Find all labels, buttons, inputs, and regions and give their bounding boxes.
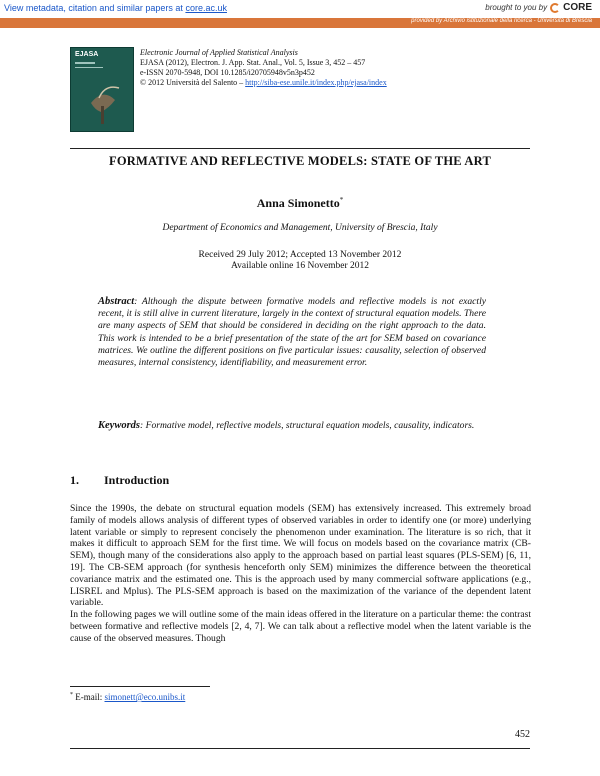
header-rule — [70, 148, 530, 149]
author-name: Anna Simonetto — [256, 196, 340, 210]
dates-block — [70, 250, 530, 272]
paragraph: In the following pages we will outline some of the main ideas offered in the literature on a particular theme: the contrast between formative and reflective models [2, 4, 7]. We can talk about a reflective model when the latent variable is the cause of the observed measures. Though — [70, 609, 531, 644]
body-text — [70, 503, 531, 645]
core-logo-icon — [550, 3, 560, 13]
paper-title: FORMATIVE AND REFLECTIVE MODELS: STATE OF THE ART — [109, 154, 491, 168]
keywords — [98, 420, 486, 432]
page-number: 452 — [515, 729, 530, 740]
keywords-label: Keywords — [98, 420, 140, 431]
provider-stripe — [0, 18, 600, 28]
affiliation: Department of Economics and Management, University of Brescia, Italy — [162, 223, 438, 233]
paragraph: Since the 1990s, the debate on structural equation models (SEM) has extensively increased. This extremely broad family of models allows analysis of different types of observed variables in order to identify one (or more) underlying latent variable or simply to represent concisely the phenomenon under examination. The literature is so rich, that it makes it difficult to approach SEM for the first time. We will focus on models based on the covariance matrix (CB-SEM), though many of the considerations also apply to the approach based on partial least squares (PLS-SEM) [6, 11, 19]. The CB-SEM approach (for synthesis henceforth only SEM) minimizes the difference between the theoretical covariance matrix and the estimated one. This is the approach used by many commercial software applications (e.g., LISREL and Mplus). The PLS-SEM approach is based on the maximization of the variance of the dependent latent variable. — [70, 503, 531, 609]
journal-name: Electronic Journal of Applied Statistical Analysis — [140, 48, 298, 57]
footnote-prefix: E-mail: — [73, 692, 105, 702]
core-link[interactable]: core.ac.uk — [185, 3, 227, 13]
section-title: Introduction — [104, 473, 170, 487]
abstract-text: : Although the dispute between formative models and reflective models is not exactly recent, it is still alive in current literature, largely in the context of structural equation models. There are many aspects of SEM that should be considered in deciding on the right approach to the data. This work is intended to be a brief presentation of the state of the art for SEM based on covariance matrices. We outline the different positions on five particular issues: causality, selection of observed measures, internal consistency, identifiability, and measurement error. — [98, 296, 486, 369]
cover-label: EJASA — [75, 51, 99, 58]
abstract-label: Abstract — [98, 296, 135, 307]
email-link[interactable]: simonett@eco.unibs.it — [104, 692, 186, 702]
cover-art-icon — [71, 48, 133, 131]
journal-issn-doi: e-ISSN 2070-5948, DOI 10.1285/i20705948v5n3p452 — [140, 68, 315, 77]
section-number: 1. — [70, 473, 79, 487]
journal-copyright — [140, 78, 387, 88]
keywords-text: : Formative model, reflective models, structural equation models, causality, indicators. — [140, 420, 475, 431]
journal-citation: EJASA (2012), Electron. J. App. Stat. Anal., Vol. 5, Issue 3, 452 – 457 — [140, 58, 366, 67]
core-label: CORE — [563, 2, 592, 13]
section-heading — [70, 473, 169, 488]
footnote-rule — [70, 686, 210, 687]
provider-text: provided by Archivio istituzionale della ricerca - Università di Brescia — [411, 18, 592, 24]
received-accepted-date: Received 29 July 2012; Accepted 13 November 2012 — [198, 250, 402, 260]
footnote — [70, 692, 185, 702]
core-top-bar — [0, 0, 600, 18]
journal-cover-image — [70, 47, 134, 132]
author-footnote-mark: * — [339, 196, 344, 204]
journal-url-link[interactable]: http://siba-ese.unile.it/index.php/ejasa/index — [245, 78, 387, 87]
copyright-prefix: © 2012 Università del Salento – — [140, 78, 246, 87]
abstract — [98, 296, 486, 369]
metadata-prefix: View metadata, citation and similar papers at — [4, 3, 186, 13]
core-metadata-link-text — [4, 3, 227, 13]
author-line — [70, 196, 530, 211]
brought-by-text: brought to you by — [485, 3, 548, 12]
journal-info — [140, 48, 387, 88]
brought-by-core[interactable] — [485, 2, 592, 13]
available-online-date: Available online 16 November 2012 — [230, 261, 370, 271]
footnote-mark: * — [70, 692, 73, 698]
page-footer-rule — [70, 748, 530, 749]
